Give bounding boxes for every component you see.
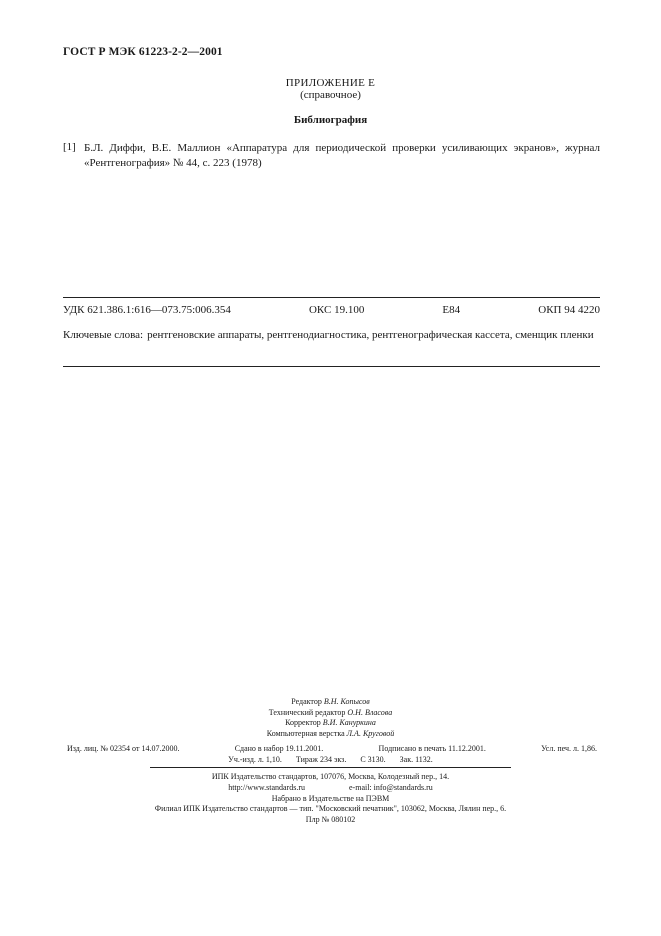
credit-editor: Редактор В.Н. Копысов [291, 697, 370, 706]
appendix-title: ПРИЛОЖЕНИЕ Е [285, 77, 376, 89]
oks-code: ОКС 19.100 [308, 304, 365, 316]
email-link[interactable]: e-mail: info@standards.ru [349, 782, 433, 792]
keywords [63, 328, 600, 342]
publisher-sheets: Уч.-изд. л. 1,10. [228, 755, 282, 764]
bibliography-entry-text: Б.Л. Диффи, В.Е. Маллион «Аппаратура для периодической проверки усиливающих экранов», журнал «Рентгенография» № 44, с. 223 (1978) [84, 142, 600, 169]
group-code: Е84 [442, 304, 461, 316]
document-code: ГОСТ Р МЭК 61223-2-2—2001 [63, 46, 223, 58]
classification-row [63, 304, 600, 316]
credit-tech-editor: Технический редактор О.Н. Власова [268, 707, 393, 717]
bottom-rule [63, 366, 600, 367]
keywords-text: рентгеновские аппараты, рентгенодиагностика, рентгенографическая кассета, сменщик пленки [147, 329, 594, 341]
license-info: Изд. лиц. № 02354 от 14.07.2000. [67, 744, 180, 753]
credits-block [0, 697, 661, 739]
credit-layout: Компьютерная верстка Л.А. Круговой [266, 728, 395, 738]
c-number: С 3130. [360, 755, 386, 764]
imprint-line-1 [67, 744, 597, 753]
publisher-contacts [0, 783, 661, 794]
keywords-label: Ключевые слова: [63, 329, 144, 341]
imprint-rule [150, 767, 511, 768]
appendix-subtitle: (справочное) [300, 89, 361, 101]
typeset-date: Сдано в набор 19.11.2001. [234, 744, 324, 753]
order-number: Зак. 1132. [399, 755, 433, 764]
okp-code: ОКП 94 4220 [538, 304, 600, 316]
bibliography-entry-number: [1] [63, 141, 76, 153]
publisher-block [0, 772, 661, 826]
bibliography-heading: Библиография [293, 114, 368, 126]
print-sign-date: Подписано в печать 11.12.2001. [378, 744, 486, 753]
credit-proofreader: Корректор В.И. Кануркина [285, 718, 376, 728]
typeset-note: Набрано в Издательстве на ПЭВМ [271, 793, 390, 803]
print-sheets: Усл. печ. л. 1,86. [541, 744, 597, 753]
license-number: Плр № 080102 [305, 815, 356, 825]
circulation: Тираж 234 экз. [295, 755, 347, 764]
publisher-address: ИПК Издательство стандартов, 107076, Москва, Колодезный пер., 14. [211, 772, 450, 781]
imprint-line-2 [0, 755, 661, 764]
website-link[interactable]: http://www.standards.ru [228, 782, 305, 792]
printing-branch: Филиал ИПК Издательство стандартов — тип. "Московский печатник", 103062, Москва, Лялин пер., 6. [154, 804, 507, 814]
udc-code: УДК 621.386.1:616—073.75:006.354 [63, 304, 231, 316]
top-rule [63, 297, 600, 298]
